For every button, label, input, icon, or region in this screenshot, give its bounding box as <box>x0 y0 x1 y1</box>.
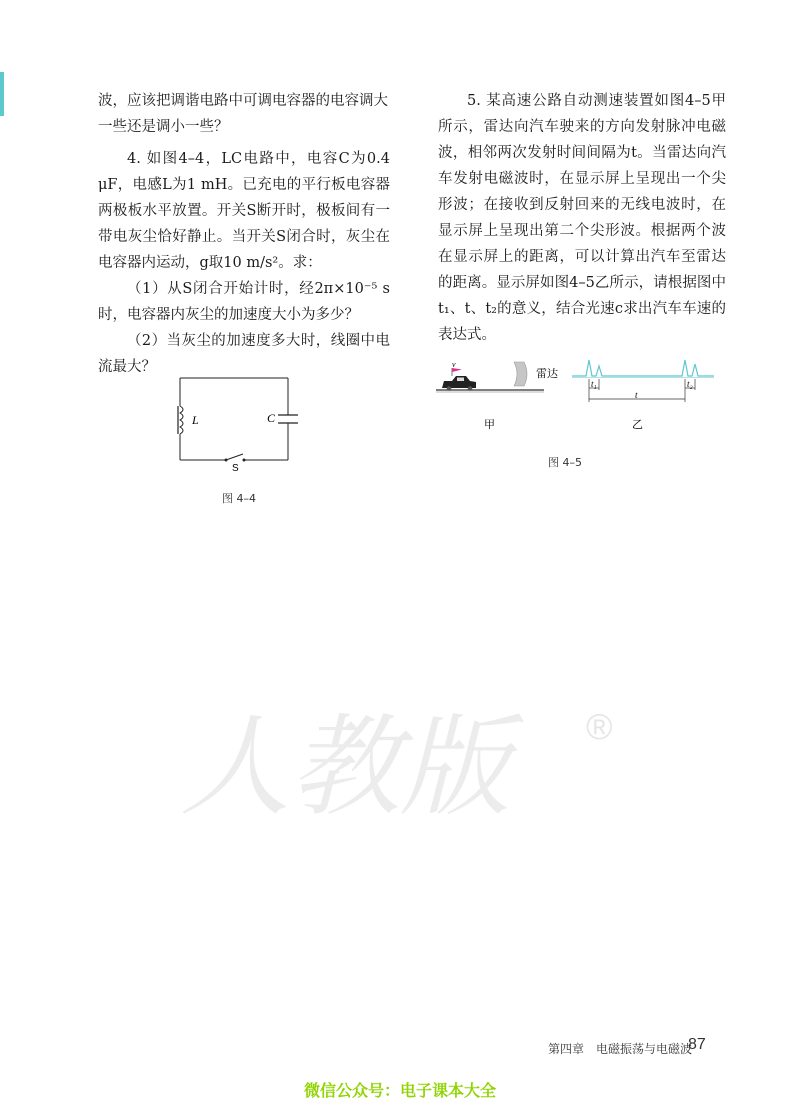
publisher-watermark-logo <box>180 690 580 830</box>
velocity-label: v <box>452 360 456 369</box>
question-5: 5. 某高速公路自动测速装置如图4–5甲所示，雷达向汽车驶来的方向发射脉冲电磁波，相邻两次发射时间间隔为t。当雷达向汽车发射电磁波时，在显示屏上呈现出一个尖形波；在接收到反射回来的无线电波时，在显示屏上呈现出第二个尖形波。根据两个波在显示屏上的距离，可以计算出汽车至雷达的距离。显示屏如图4–5乙所示，请根据图中t₁、t、t₂的意义，结合光速c求出汽车车速的表达式。 <box>438 93 726 343</box>
continued-text-line2: 一些还是调小一些？ <box>98 119 229 135</box>
capacitor-plates <box>278 415 298 423</box>
capacitor-label: C <box>267 411 276 425</box>
edge-accent-mark <box>0 72 4 116</box>
radar-label: 雷达 <box>536 367 558 380</box>
right-column <box>438 88 726 348</box>
lc-circuit-diagram <box>168 372 328 472</box>
car-icon <box>442 376 476 391</box>
figure-4-5-caption: 图 4–5 <box>548 456 582 469</box>
continued-text-line1: 波，应该把调谐电路中可调电容器的电容调大 <box>98 93 388 109</box>
figure-4-4-caption: 图 4–4 <box>222 492 256 505</box>
road-scene <box>436 360 558 392</box>
t1-label: t₁ <box>591 379 597 389</box>
watermark-text: 人教版 <box>180 703 510 830</box>
left-column <box>98 88 390 380</box>
wechat-banner: 微信公众号：电子课本大全 <box>303 1081 496 1100</box>
radar-dish-icon <box>514 362 527 386</box>
subfigure-jia-label: 甲 <box>484 418 495 431</box>
subfigure-yi-label: 乙 <box>632 418 643 431</box>
inductor-label: L <box>192 413 199 427</box>
display-waveform <box>572 360 714 402</box>
t-label: t <box>635 390 638 400</box>
question-4-part2: （2）当灰尘的加速度多大时，线圈中电流最大？ <box>98 333 390 375</box>
switch-label: S <box>232 463 239 472</box>
chapter-footer: 第四章 电磁振荡与电磁波 <box>548 1042 693 1056</box>
velocity-flag-icon <box>452 368 462 376</box>
radar-speed-diagram <box>432 350 722 450</box>
question-4-part1: （1）从S闭合开始计时，经2π×10⁻⁵ s时，电容器内灰尘的加速度大小为多少？ <box>98 281 390 323</box>
registered-mark: ® <box>586 706 613 747</box>
t2-label: t₂ <box>687 379 693 389</box>
question-4: 4. 如图4–4，LC电路中，电容C为0.4 μF，电感L为1 mH。已充电的平行板电容器两极板水平放置。开关S断开时，极板间有一带电灰尘恰好静止。当开关S闭合时，灰尘在电容器内运动，g取10 m/s²。求： <box>98 151 390 271</box>
switch-symbol <box>225 454 246 462</box>
page-number: 87 <box>688 1036 706 1053</box>
